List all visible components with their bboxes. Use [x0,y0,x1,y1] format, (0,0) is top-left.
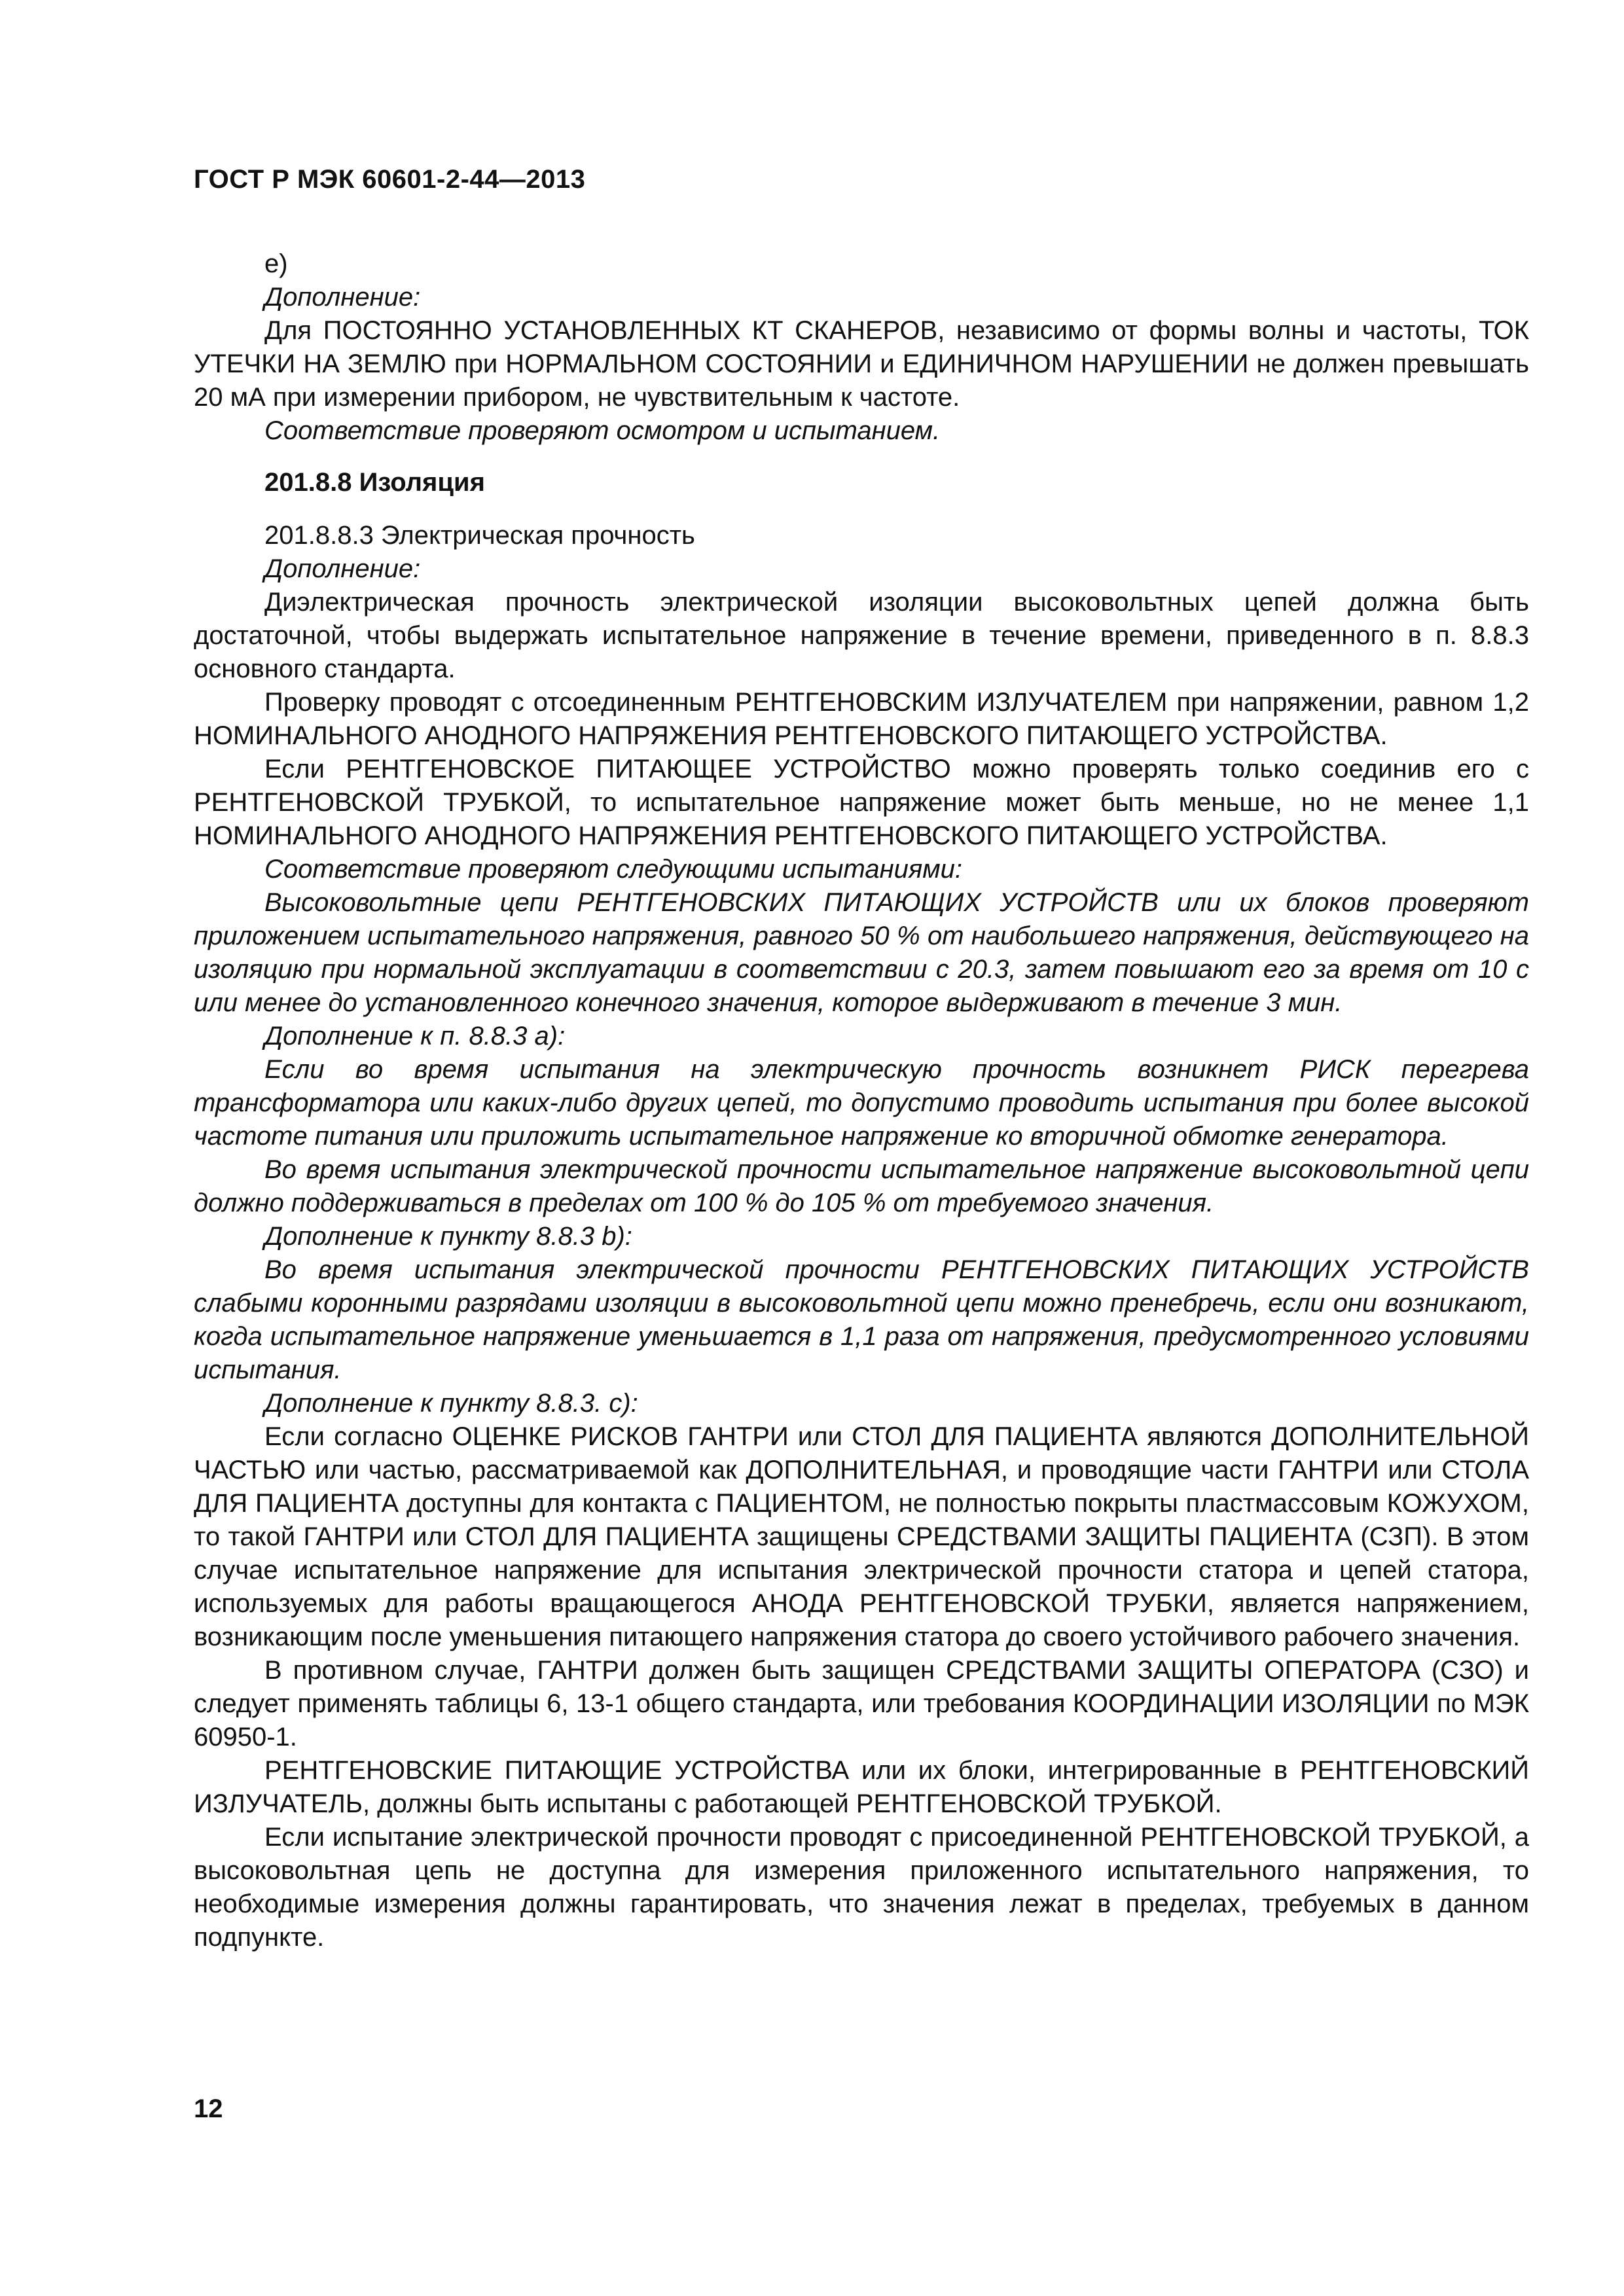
subsection-title: 201.8.8.3 Электрическая прочность [264,521,695,550]
test-description: Во время испытания электрической прочности РЕНТГЕНОВСКИХ ПИТАЮЩИХ УСТРОЙСТВ слабыми коронными разрядами изоляции в высоковольтной цепи можно пренебречь, если они возникают, когда испытательное напряжение уменьшается в 1,1 раза от напряжения, предусмотренного условиями испытания. [194,1255,1529,1384]
body-paragraph: РЕНТГЕНОВСКИЕ ПИТАЮЩИЕ УСТРОЙСТВА или их блоки, интегрированные в РЕНТГЕНОВСКИЙ ИЗЛУЧАТЕЛЬ, должны быть испытаны с работающей РЕНТГЕНОВСКОЙ ТРУБКОЙ. [194,1756,1529,1818]
body-paragraph: Проверку проводят с отсоединенным РЕНТГЕНОВСКИМ ИЗЛУЧАТЕЛЕМ при напряжении, равном 1,2 НОМИНАЛЬНОГО АНОДНОГО НАПРЯЖЕНИЯ РЕНТГЕНОВСКОГО ПИТАЮЩЕГО УСТРОЙСТВА. [194,688,1529,750]
body-paragraph: Если согласно ОЦЕНКЕ РИСКОВ ГАНТРИ или СТОЛ ДЛЯ ПАЦИЕНТА являются ДОПОЛНИТЕЛЬНОЙ ЧАСТЬЮ или частью, рассматриваемой как ДОПОЛНИТЕЛЬНАЯ, и проводящие части ГАНТРИ или СТОЛА ДЛЯ ПАЦИЕНТА доступны для контакта с ПАЦИЕНТОМ, не полностью покрыты пластмассовым КОЖУХОМ, то такой ГАНТРИ или СТОЛ ДЛЯ ПАЦИЕНТА защищены СРЕДСТВАМИ ЗАЩИТЫ ПАЦИЕНТА (СЗП). В этом случае испытательное напряжение для испытания электрической прочности статора и цепей статора, используемых для работы вращающегося АНОДА РЕНТГЕНОВСКОЙ ТРУБКИ, является напряжением, возникающим после уменьшения питающего напряжения статора до своего устойчивого рабочего значения. [194,1422,1529,1651]
body-paragraph: Диэлектрическая прочность электрической изоляции высоковольтных цепей должна быть достаточной, чтобы выдержать испытательное напряжение в течение времени, приведенного в п. 8.8.3 основного стандарта. [194,588,1529,683]
compliance-note: Соответствие проверяют следующими испытаниями: [264,855,962,884]
body-paragraph: В противном случае, ГАНТРИ должен быть защищен СРЕДСТВАМИ ЗАЩИТЫ ОПЕРАТОРА (СЗО) и следует применять таблицы 6, 13-1 общего стандарта, или требования КООРДИНАЦИИ ИЗОЛЯЦИИ по МЭК 60950-1. [194,1656,1529,1751]
addition-heading: Дополнение: [264,554,421,583]
body-paragraph: Для ПОСТОЯННО УСТАНОВЛЕННЫХ КТ СКАНЕРОВ, независимо от формы волны и частоты, ТОК УТЕЧКИ НА ЗЕМЛЮ при НОРМАЛЬНОМ СОСТОЯНИИ и ЕДИНИЧНОМ НАРУШЕНИИ не должен превышать 20 мА при измерении прибором, не чувствительным к частоте. [194,316,1529,412]
document-body [194,247,1529,1954]
compliance-note: Соответствие проверяют осмотром и испытанием. [264,416,941,445]
list-item-label: e) [264,249,288,278]
body-paragraph: Если испытание электрической прочности проводят с присоединенной РЕНТГЕНОВСКОЙ ТРУБКОЙ, а высоковольтная цепь не доступна для измерения приложенного испытательного напряжения, то необходимые измерения должны гарантировать, что значения лежат в пределах, требуемых в данном подпункте. [194,1823,1529,1952]
section-heading: 201.8.8 Изоляция [264,468,485,497]
standard-header: ГОСТ Р МЭК 60601-2-44—2013 [194,165,586,194]
addition-heading: Дополнение к пункту 8.8.3 b): [264,1222,632,1251]
addition-heading: Дополнение к п. 8.8.3 а): [264,1022,566,1050]
addition-heading: Дополнение к пункту 8.8.3. с): [264,1389,638,1418]
test-description: Во время испытания электрической прочности испытательное напряжение высоковольтной цепи должно поддерживаться в пределах от 100 % до 105 % от требуемого значения. [194,1155,1529,1217]
test-description: Высоковольтные цепи РЕНТГЕНОВСКИХ ПИТАЮЩИХ УСТРОЙСТВ или их блоков проверяют приложением испытательного напряжения, равного 50 % от наибольшего напряжения, действующего на изоляцию при нормальной эксплуатации в соответствии с 20.3, затем повышают его за время от 10 с или менее до установленного конечного значения, которое выдерживают в течение 3 мин. [194,888,1529,1017]
test-description: Если во время испытания на электрическую прочность возникнет РИСК перегрева трансформатора или каких-либо других цепей, то допустимо проводить испытания при более высокой частоте питания или приложить испытательное напряжение ко вторичной обмотке генератора. [194,1055,1529,1151]
body-paragraph: Если РЕНТГЕНОВСКОЕ ПИТАЮЩЕЕ УСТРОЙСТВО можно проверять только соединив его с РЕНТГЕНОВСКОЙ ТРУБКОЙ, то испытательное напряжение может быть меньше, но не менее 1,1 НОМИНАЛЬНОГО АНОДНОГО НАПРЯЖЕНИЯ РЕНТГЕНОВСКОГО ПИТАЮЩЕГО УСТРОЙСТВА. [194,755,1529,850]
page-number: 12 [194,2094,223,2123]
addition-heading: Дополнение: [264,283,421,312]
